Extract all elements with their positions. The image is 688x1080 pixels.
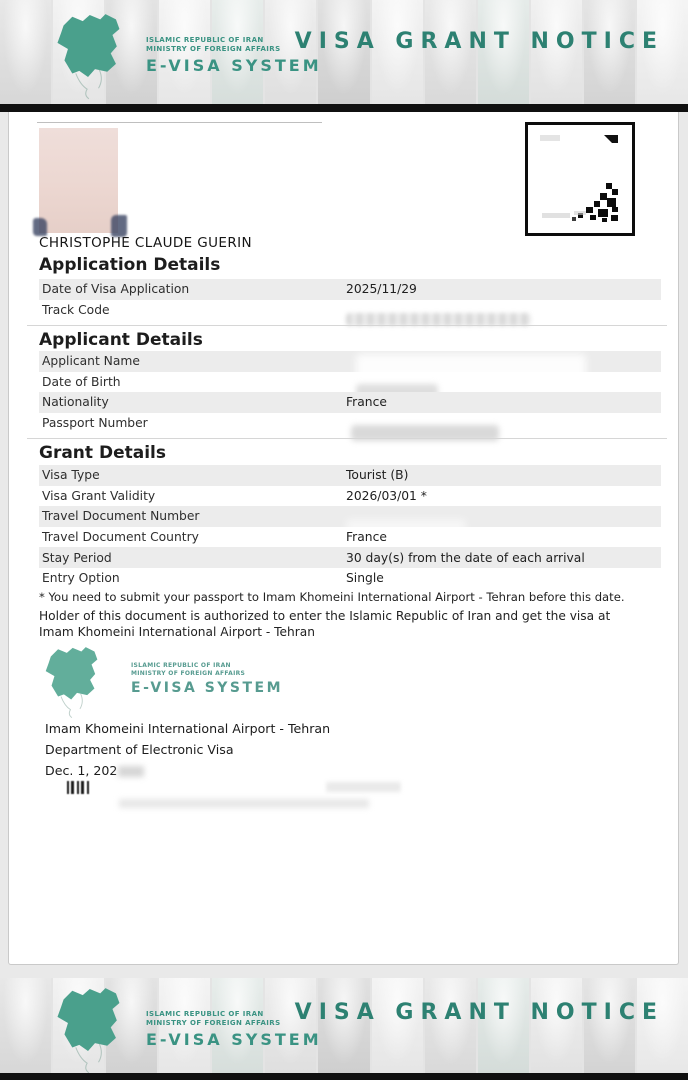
field-value: 2026/03/01 * — [346, 488, 427, 503]
holder-authorization-note: Holder of this document is authorized to enter the Islamic Republic of Iran and get the visa at Imam Khomeini International Airport - Tehran — [39, 609, 611, 639]
field-label: Track Code — [42, 302, 110, 317]
iran-map-icon — [50, 8, 140, 104]
section-heading-applicant: Applicant Details — [39, 330, 203, 350]
brand-system: E-VISA SYSTEM — [146, 1030, 322, 1049]
table-row — [39, 547, 661, 568]
issuing-department: Department of Electronic Visa — [45, 742, 234, 757]
table-row — [39, 351, 661, 372]
field-value: Tourist (B) — [346, 468, 409, 483]
table-row — [39, 465, 661, 486]
page-title: VISA GRANT NOTICE — [294, 29, 664, 54]
application-details-table — [39, 279, 661, 320]
brand-line1: ISLAMIC REPUBLIC OF IRAN — [146, 1010, 264, 1018]
field-label: Applicant Name — [42, 354, 140, 369]
photo-artifact — [111, 215, 127, 237]
field-label: Entry Option — [42, 571, 120, 586]
evisa-logo-small — [35, 642, 283, 722]
section-divider — [27, 325, 667, 326]
field-value: France — [346, 395, 387, 410]
issue-date-partial: Dec. 1, 202 — [45, 763, 144, 778]
section-heading-application: Application Details — [39, 255, 221, 275]
iran-map-icon — [50, 982, 140, 1073]
table-row — [39, 279, 661, 300]
barcode-bars — [67, 781, 89, 794]
evisa-logo — [50, 8, 322, 104]
field-value: 2025/11/29 — [346, 282, 417, 297]
table-row — [39, 392, 661, 413]
field-label: Visa Grant Validity — [42, 488, 156, 503]
barcode-redacted — [59, 781, 479, 813]
field-value: 30 day(s) from the date of each arrival — [346, 550, 585, 565]
table-row — [39, 568, 661, 589]
applicant-details-table — [39, 351, 661, 433]
applicant-photo-redacted — [39, 128, 118, 233]
redaction-blur — [327, 782, 401, 792]
document-body — [8, 112, 679, 965]
table-row — [39, 372, 661, 393]
brand-line1: ISLAMIC REPUBLIC OF IRAN — [131, 662, 231, 669]
redaction-blur — [346, 313, 531, 326]
table-row — [39, 486, 661, 507]
holder-name: CHRISTOPHE CLAUDE GUERIN — [39, 235, 253, 251]
brand-system: E-VISA SYSTEM — [131, 680, 284, 696]
field-label: Date of Birth — [42, 374, 121, 389]
evisa-logo — [50, 982, 322, 1073]
redaction-blur — [118, 766, 144, 777]
field-label: Stay Period — [42, 550, 112, 565]
passport-submit-note: * You need to submit your passport to Imam Khomeini International Airport - Tehran before this date. — [39, 590, 625, 604]
footer-divider-bar — [0, 1073, 688, 1080]
brand-line2: MINISTRY OF FOREIGN AFFAIRS — [146, 45, 281, 53]
brand-line1: ISLAMIC REPUBLIC OF IRAN — [146, 36, 264, 44]
brand-line2: MINISTRY OF FOREIGN AFFAIRS — [146, 1019, 281, 1027]
photo-artifact — [33, 218, 47, 236]
table-row — [39, 300, 661, 321]
field-label: Passport Number — [42, 416, 148, 431]
issuing-office: Imam Khomeini International Airport - Tehran — [45, 721, 331, 736]
section-heading-grant: Grant Details — [39, 443, 166, 463]
brand-line2: MINISTRY OF FOREIGN AFFAIRS — [131, 670, 246, 677]
footer-band — [0, 978, 688, 1073]
redaction-blur — [119, 799, 369, 808]
iran-map-icon — [35, 642, 119, 722]
brand-system: E-VISA SYSTEM — [146, 56, 322, 75]
field-value: Single — [346, 571, 384, 586]
field-label: Visa Type — [42, 468, 100, 483]
grant-details-table — [39, 465, 661, 589]
field-label: Travel Document Number — [42, 509, 200, 524]
section-divider — [27, 438, 667, 439]
table-row — [39, 413, 661, 434]
field-label: Travel Document Country — [42, 530, 199, 545]
header-band — [0, 0, 688, 104]
field-label: Nationality — [42, 395, 109, 410]
header-divider-bar — [0, 104, 688, 112]
table-row — [39, 527, 661, 548]
field-label: Date of Visa Application — [42, 282, 190, 297]
field-value: France — [346, 530, 387, 545]
page-title: VISA GRANT NOTICE — [294, 1000, 664, 1025]
table-row — [39, 506, 661, 527]
qr-code — [525, 122, 635, 236]
